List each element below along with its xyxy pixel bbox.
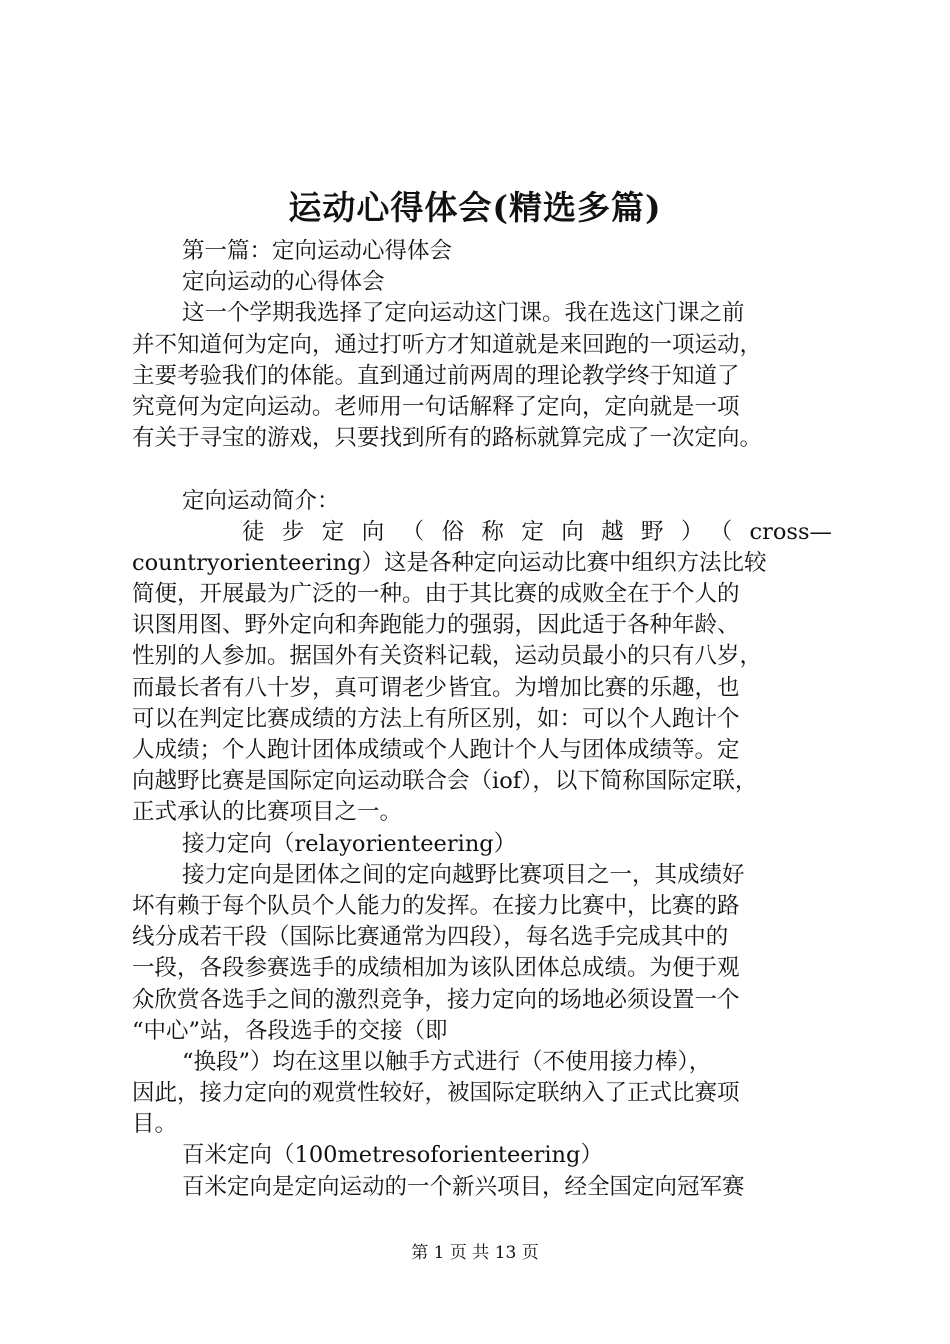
paragraph-line: 究竟何为定向运动。老师用一句话解释了定向，定向就是一项	[132, 393, 740, 420]
paragraph-line: 简便，开展最为广泛的一种。由于其比赛的成败全在于个人的	[132, 581, 740, 608]
paragraph-line: 接力定向是团体之间的定向越野比赛项目之一，其成绩好	[182, 861, 745, 888]
document-body	[132, 236, 832, 1203]
paragraph-line: 人成绩；个人跑计团体成绩或个人跑计个人与团体成绩等。定	[132, 737, 740, 763]
paragraph-line: 并不知道何为定向，通过打听方才知道就是来回跑的一项运动，	[132, 331, 763, 358]
paragraph-line: 一段，各段参赛选手的成绩相加为该队团体总成绩。为便于观	[132, 955, 740, 982]
paragraph-line: 向越野比赛是国际定向运动联合会（iof），以下简称国际定联，	[132, 768, 758, 795]
paragraph-line: 识图用图、野外定向和奔跑能力的强弱，因此适于各种年龄、	[132, 612, 740, 639]
paragraph-line: 这一个学期我选择了定向运动这门课。我在选这门课之前	[182, 300, 745, 327]
subheading: 定向运动简介：	[182, 487, 340, 514]
paragraph-line: “换段”）均在这里以触手方式进行（不使用接力棒），	[182, 1048, 712, 1075]
paragraph-line: 线分成若干段（国际比赛通常为四段），每名选手完成其中的	[132, 924, 729, 951]
paragraph-line: 因此，接力定向的观赏性较好，被国际定联纳入了正式比赛项	[132, 1080, 740, 1107]
paragraph-line: 而最长者有八十岁，真可谓老少皆宜。为增加比赛的乐趣，也	[132, 674, 740, 701]
paragraph-line: 可以在判定比赛成绩的方法上有所区别，如：可以个人跑计个	[132, 705, 740, 732]
paragraph-gap	[132, 454, 832, 485]
paragraph-line: 百米定向是定向运动的一个新兴项目，经全国定向冠军赛	[182, 1173, 745, 1200]
paragraph-line: “中心”站，各段选手的交接（即	[132, 1017, 448, 1044]
paragraph-line: 性别的人参加。据国外有关资料记载，运动员最小的只有八岁，	[132, 643, 763, 670]
subheading: 百米定向（100metresoforienteering）	[182, 1142, 603, 1169]
section-heading: 第一篇：定向运动心得体会	[182, 238, 453, 264]
document-title: 运动心得体会(精选多篇)	[288, 188, 662, 227]
paragraph-line: countryorienteering）这是各种定向运动比赛中组织方法比较	[132, 549, 767, 576]
subheading: 定向运动的心得体会	[182, 269, 385, 296]
subheading: 接力定向（relayorienteering）	[182, 830, 517, 857]
paragraph-line: 有关于寻宝的游戏，只要找到所有的路标就算完成了一次定向。	[132, 425, 763, 452]
paragraph-line: 目。	[132, 1111, 178, 1138]
paragraph-line: 坏有赖于每个队员个人能力的发挥。在接力比赛中，比赛的路	[132, 892, 740, 919]
paragraph-line: 主要考验我们的体能。直到通过前两周的理论教学终于知道了	[132, 362, 740, 389]
page-number: 第 1 页 共 13 页	[411, 1243, 539, 1263]
paragraph-line: 徒步定向（俗称定向越野）（cross—	[242, 518, 832, 545]
paragraph-line: 正式承认的比赛项目之一。	[132, 799, 403, 826]
paragraph-line: 众欣赏各选手之间的激烈竞争，接力定向的场地必须设置一个	[132, 986, 740, 1013]
